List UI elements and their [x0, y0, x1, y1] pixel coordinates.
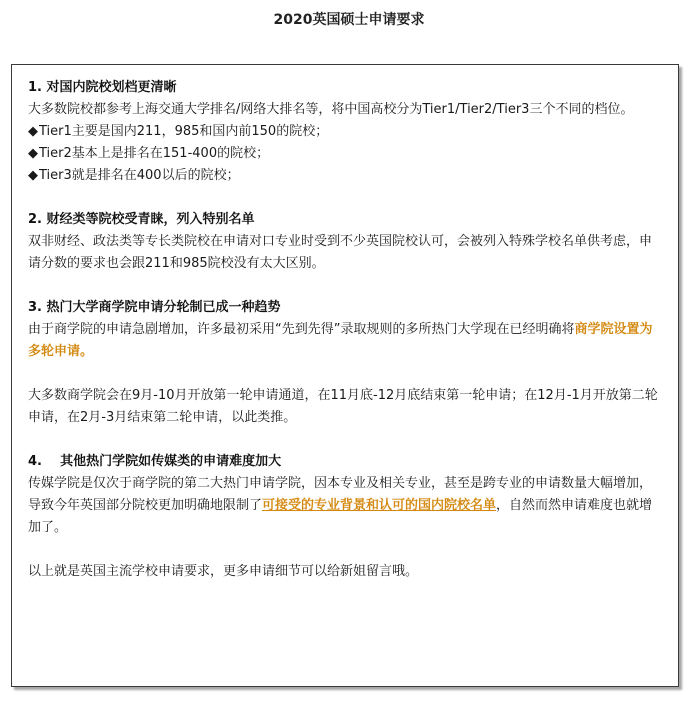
section-4-heading: 4. 其他热门学院如传媒类的申请难度加大	[28, 454, 282, 469]
section-3-text	[28, 319, 664, 363]
section-3-highlight: 商学院设置为多轮申请。	[28, 322, 653, 359]
section-4-text	[28, 473, 664, 539]
accepted-schools-link[interactable]: 可接受的专业背景和认可的国内院校名单	[262, 498, 497, 513]
section-3-heading: 3. 热门大学商学院申请分轮制已成一种趋势	[28, 300, 281, 315]
section-2-heading: 2. 财经类等院校受青睐，列入特别名单	[28, 212, 255, 227]
bullet-tier3: ◆ Tier3就是排名在400以后的院校；	[28, 165, 664, 187]
page-title: 2020英国硕士申请要求	[273, 12, 425, 28]
closing-text: 以上就是英国主流学校申请要求，更多申请细节可以给新姐留言哦。	[28, 564, 419, 579]
bullet-tier1: ◆ Tier1主要是国内211，985和国内前150的院校；	[28, 121, 664, 143]
section-2-text: 双非财经、政法类等专长类院校在申请对口专业时受到不少英国院校认可，会被列入特殊学校名单供考虑，申请分数的要求也会跟211和985院校没有太大区别。	[28, 234, 653, 271]
section-3-text-before: 由于商学院的申请急剧增加，许多最初采用“先到先得”录取规则的多所热门大学现在已经明确将	[28, 322, 575, 337]
section-1-intro: 大多数院校都参考上海交通大学排名/网络大排名等，将中国高校分为Tier1/Tier2/Tier3三个不同的档位。	[28, 102, 634, 117]
section-2	[28, 209, 664, 275]
content-box	[11, 64, 679, 687]
section-1	[28, 77, 664, 187]
section-3-text2: 大多数商学院会在9月-10月开放第一轮申请通道，在11月底-12月底结束第一轮申请；在12月-1月开放第二轮申请，在2月-3月结束第二轮申请，以此类推。	[28, 388, 658, 425]
section-3	[28, 297, 664, 429]
bullet-tier2: ◆ Tier2基本上是排名在151-400的院校；	[28, 143, 664, 165]
section-1-heading: 1. 对国内院校划档更清晰	[28, 80, 177, 95]
section-4	[28, 451, 664, 539]
section-4-text-after: ，自然而然申请难度也就增加了。	[28, 498, 653, 535]
section-4-text-before: 传媒学院是仅次于商学院的第二大热门申请学院，因本专业及相关专业，甚至是跨专业的申请数量大幅增加，导致今年英国部分院校更加明确地限制了	[28, 476, 653, 513]
